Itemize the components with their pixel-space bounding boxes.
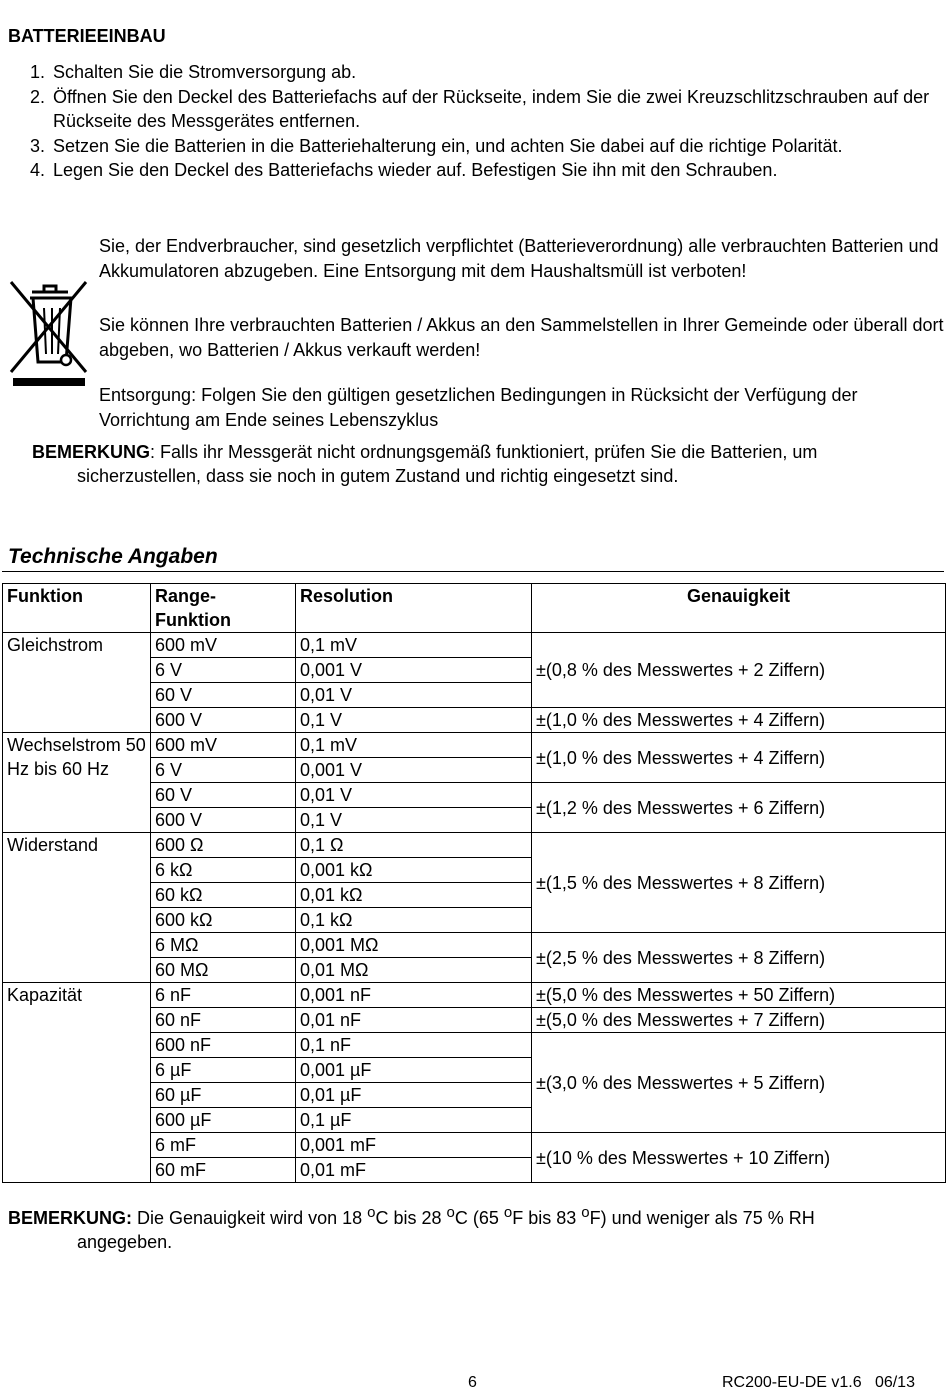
function-cell: Widerstand <box>3 833 151 983</box>
step-text: Öffnen Sie den Deckel des Batteriefachs auf der Rückseite, indem Sie die zwei Kreuzschlitzschrauben auf der Rückseite des Messgerätes entfernen. <box>53 86 930 131</box>
resolution-cell: 0,001 mF <box>296 1133 532 1158</box>
accuracy-cell: ±(1,5 % des Messwertes + 8 Ziffern) <box>532 833 946 933</box>
list-item <box>30 85 930 134</box>
function-cell: Wechselstrom 50 Hz bis 60 Hz <box>3 733 151 833</box>
range-cell: 600 Ω <box>151 833 296 858</box>
degree-sign: o <box>581 1204 590 1221</box>
section-divider <box>2 571 944 572</box>
resolution-cell: 0,1 V <box>296 708 532 733</box>
note-text: C bis 28 <box>375 1208 447 1228</box>
step-number: 3. <box>30 135 46 156</box>
resolution-cell: 0,01 nF <box>296 1008 532 1033</box>
degree-sign: o <box>503 1204 513 1221</box>
note-text: C (65 <box>454 1208 504 1228</box>
range-cell: 60 mF <box>151 1158 296 1183</box>
accuracy-cell: ±(1,2 % des Messwertes + 6 Ziffern) <box>532 783 946 833</box>
resolution-cell: 0,001 MΩ <box>296 933 532 958</box>
note-label: BEMERKUNG <box>32 442 151 462</box>
note-text: F bis 83 <box>512 1208 582 1228</box>
note-text-continued: sicherzustellen, dass sie noch in gutem Zustand und richtig eingesetzt sind. <box>77 466 679 486</box>
degree-sign: o <box>367 1204 376 1221</box>
function-cell: Kapazität <box>3 983 151 1183</box>
note-text-continued: angegeben. <box>77 1232 173 1252</box>
range-cell: 600 kΩ <box>151 908 296 933</box>
tech-specs-title: Technische Angaben <box>8 545 218 568</box>
range-cell: 60 kΩ <box>151 883 296 908</box>
accuracy-cell: ±(3,0 % des Messwertes + 5 Ziffern) <box>532 1033 946 1133</box>
range-cell: 6 mF <box>151 1133 296 1158</box>
range-cell: 60 µF <box>151 1083 296 1108</box>
range-cell: 60 V <box>151 783 296 808</box>
crossed-out-wheelie-bin-icon <box>8 276 90 388</box>
accuracy-cell: ±(5,0 % des Messwertes + 7 Ziffern) <box>532 1008 946 1033</box>
resolution-cell: 0,1 mV <box>296 733 532 758</box>
resolution-cell: 0,001 nF <box>296 983 532 1008</box>
step-number: 2. <box>30 86 46 107</box>
spec-table <box>2 583 946 1183</box>
step-text: Setzen Sie die Batterien in die Batteriehalterung ein, und achten Sie dabei auf die richtige Polarität. <box>53 135 843 156</box>
disposal-paragraph-1: Sie, der Endverbraucher, sind gesetzlich verpflichtet (Batterieverordnung) alle verbrauchten Batterien und Akkumulatoren abzugeben. Eine Entsorgung mit dem Haushaltsmüll ist verboten! <box>99 236 939 281</box>
resolution-cell: 0,1 V <box>296 808 532 833</box>
document-code: RC200-EU-DE v1.6 06/13 <box>722 1374 915 1391</box>
battery-install-heading: BATTERIEEINBAU <box>8 26 166 46</box>
resolution-cell: 0,01 mF <box>296 1158 532 1183</box>
disposal-paragraph-2: Sie können Ihre verbrauchten Batterien / Akkus an den Sammelstellen in Ihrer Gemeinde oder überall dort abgeben, wo Batterien / Akkus verkauft werden! <box>99 315 944 360</box>
range-cell: 6 kΩ <box>151 858 296 883</box>
step-text: Legen Sie den Deckel des Batteriefachs wieder auf. Befestigen Sie ihn mit den Schrauben. <box>53 160 778 180</box>
function-cell: Gleichstrom <box>3 633 151 733</box>
battery-steps-list <box>30 60 930 183</box>
header-function: Funktion <box>3 584 151 633</box>
resolution-cell: 0,1 Ω <box>296 833 532 858</box>
range-cell: 6 MΩ <box>151 933 296 958</box>
accuracy-cell: ±(1,0 % des Messwertes + 4 Ziffern) <box>532 708 946 733</box>
range-cell: 600 nF <box>151 1033 296 1058</box>
list-item <box>30 158 930 183</box>
range-cell: 600 mV <box>151 733 296 758</box>
range-cell: 6 V <box>151 658 296 683</box>
range-cell: 6 µF <box>151 1058 296 1083</box>
accuracy-cell: ±(1,0 % des Messwertes + 4 Ziffern) <box>532 733 946 783</box>
accuracy-cell: ±(2,5 % des Messwertes + 8 Ziffern) <box>532 933 946 983</box>
resolution-cell: 0,01 MΩ <box>296 958 532 983</box>
resolution-cell: 0,01 V <box>296 783 532 808</box>
page-number: 6 <box>468 1374 477 1391</box>
degree-sign: o <box>446 1204 455 1221</box>
battery-note <box>32 440 937 488</box>
resolution-cell: 0,1 mV <box>296 633 532 658</box>
resolution-cell: 0,1 nF <box>296 1033 532 1058</box>
resolution-cell: 0,1 µF <box>296 1108 532 1133</box>
resolution-cell: 0,01 µF <box>296 1083 532 1108</box>
resolution-cell: 0,01 V <box>296 683 532 708</box>
accuracy-note <box>8 1201 943 1254</box>
table-row <box>3 833 946 858</box>
resolution-cell: 0,001 kΩ <box>296 858 532 883</box>
table-header-row <box>3 584 946 633</box>
note-label: BEMERKUNG: <box>8 1208 132 1228</box>
range-cell: 60 V <box>151 683 296 708</box>
note-text: : Falls ihr Messgerät nicht ordnungsgemäß funktioniert, prüfen Sie die Batterien, um <box>150 442 818 462</box>
disposal-paragraph-3: Entsorgung: Folgen Sie den gültigen gesetzlichen Bedingungen in Rücksicht der Verfügung der Vorrichtung am Ende seines Lebenszyklus <box>99 385 858 430</box>
note-text: F) und weniger als 75 % RH <box>589 1208 815 1228</box>
resolution-cell: 0,001 V <box>296 758 532 783</box>
range-cell: 600 µF <box>151 1108 296 1133</box>
list-item <box>30 134 930 159</box>
header-resolution: Resolution <box>296 584 532 633</box>
range-cell: 6 nF <box>151 983 296 1008</box>
range-cell: 600 mV <box>151 633 296 658</box>
accuracy-cell: ±(10 % des Messwertes + 10 Ziffern) <box>532 1133 946 1183</box>
step-number: 4. <box>30 160 46 180</box>
note-text: Die Genauigkeit wird von 18 <box>132 1208 368 1228</box>
step-number: 1. <box>30 62 46 82</box>
resolution-cell: 0,001 µF <box>296 1058 532 1083</box>
resolution-cell: 0,1 kΩ <box>296 908 532 933</box>
range-cell: 60 nF <box>151 1008 296 1033</box>
list-item <box>30 60 930 85</box>
table-row <box>3 983 946 1008</box>
table-row <box>3 633 946 658</box>
table-row <box>3 733 946 758</box>
range-cell: 600 V <box>151 708 296 733</box>
step-text: Schalten Sie die Stromversorgung ab. <box>53 62 357 82</box>
header-range: Range-Funktion <box>151 584 296 633</box>
range-cell: 600 V <box>151 808 296 833</box>
accuracy-cell: ±(0,8 % des Messwertes + 2 Ziffern) <box>532 633 946 708</box>
resolution-cell: 0,001 V <box>296 658 532 683</box>
resolution-cell: 0,01 kΩ <box>296 883 532 908</box>
range-cell: 60 MΩ <box>151 958 296 983</box>
range-cell: 6 V <box>151 758 296 783</box>
header-accuracy: Genauigkeit <box>532 584 946 633</box>
accuracy-cell: ±(5,0 % des Messwertes + 50 Ziffern) <box>532 983 946 1008</box>
